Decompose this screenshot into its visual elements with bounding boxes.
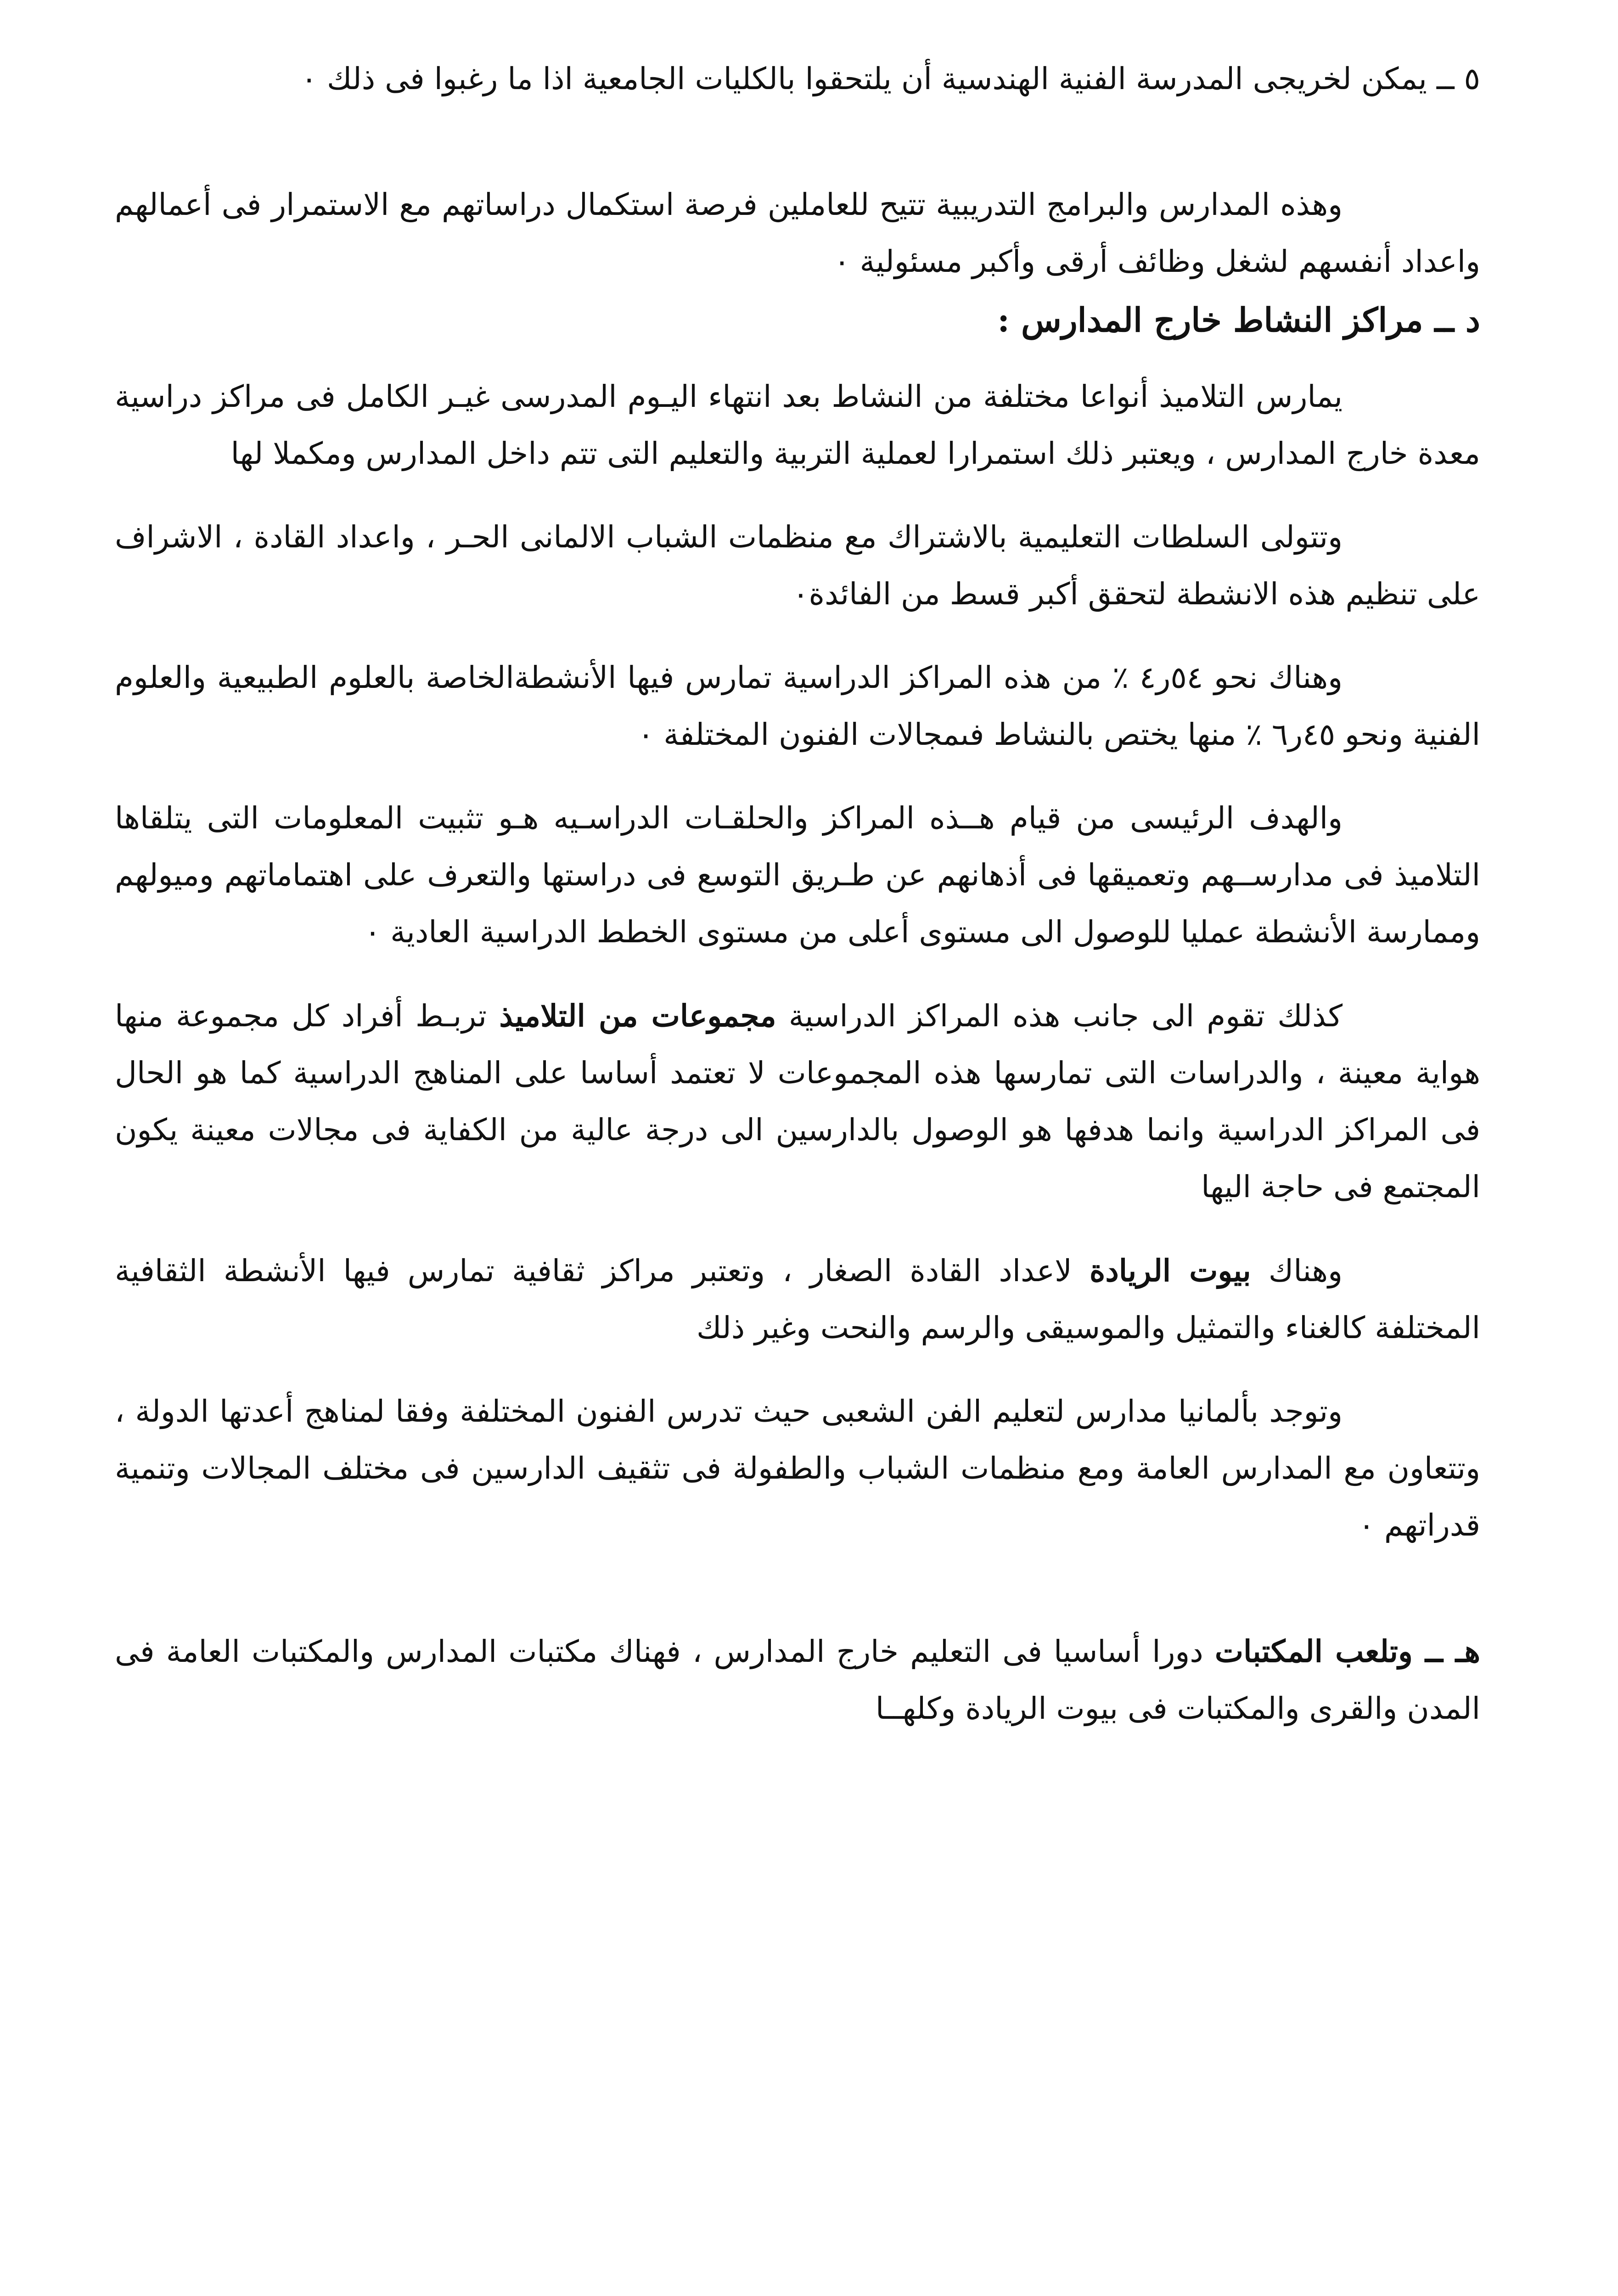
section-d-paragraph-4: والهدف الرئيسى من قيام هــذه المراكز والحلقـات الدراسـيه هـو تثبيت المعلومات التى يتلقاها التلاميذ فى مدارســهم وتعميقها فى أذهانهم عن طـريق التوسع فى دراستها والتعرف على اهتماماتهم وميولهم وممارسة الأنشطة عمليا للوصول الى مستوى أعلى من مستوى الخطط الدراسية العادية ٠ (115, 800, 1480, 950)
section-d-paragraph-7: وتوجد بألمانيا مدارس لتعليم الفن الشعبى حيث تدرس الفنون المختلفة وفقا لمناهج أعدتها الدولة ، وتتعاون مع المدارس العامة ومع منظمات الشباب والطفولة فى تثقيف الدارسين فى مختلف المجالات وتنمية قدراتهم ٠ (115, 1394, 1480, 1543)
list-item-5-text: ٥ ــ يمكن لخريجى المدرسة الفنية الهندسية أن يلتحقوا بالكليات الجامعية اذا ما رغبوا فى ذلك ٠ (301, 61, 1480, 96)
section-d-paragraph-3: وهناك نحو ٥٤ر٤ ٪ من هذه المراكز الدراسية تمارس فيها الأنشطةالخاصة بالعلوم الطبيعية والعلوم الفنية ونحو ٤٥ر٦ ٪ منها يختص بالنشاط فىمجالات الفنون المختلفة ٠ (115, 660, 1480, 752)
paragraph-training-programs: وهذه المدارس والبرامج التدريبية تتيح للعاملين فرصة استكمال دراساتهم مع الاستمرار فى أعمالهم واعداد أنفسهم لشغل وظائف أرقى وأكبر مسئولية ٠ (115, 187, 1480, 279)
section-d-paragraph-6: وهناك بيوت الريادة لاعداد القادة الصغار ، وتعتبر مراكز ثقافية تمارس فيها الأنشطة الثقافية المختلفة كالغناء والتمثيل والموسيقى والرسم والنحت وغير ذلك (115, 1253, 1480, 1345)
section-d-heading: د ــ مراكز النشاط خارج المدارس : (997, 300, 1480, 339)
list-item-5 (115, 51, 1480, 107)
section-d-paragraph-1: يمارس التلاميذ أنواعا مختلفة من النشاط بعد انتهاء اليـوم المدرسى غيـر الكامل فى مراكز دراسية معدة خارج المدارس ، ويعتبر ذلك استمرارا لعملية التربية والتعليم التى تتم داخل المدارس ومكملا لها (115, 379, 1480, 471)
section-d-paragraph-2: وتتولى السلطات التعليمية بالاشتراك مع منظمات الشباب الالمانى الحـر ، واعداد القادة ، الاشراف على تنظيم هذه الانشطة لتحقق أكبر قسط من الفائدة٠ (115, 519, 1480, 612)
student-groups-term: مجموعات من التلاميذ (499, 998, 776, 1034)
pioneer-houses-term: بيوت الريادة (1089, 1253, 1251, 1289)
section-h-paragraph: هـ ــ وتلعب المكتبات دورا أساسيا فى التعليم خارج المدارس ، فهناك مكتبات المدارس والمكتبات العامة فى المدن والقرى والمكتبات فى بيوت الريادة وكلهــا (115, 1633, 1481, 1726)
document-page (115, 51, 1480, 2296)
section-d-paragraph-5: كذلك تقوم الى جانب هذه المراكز الدراسية مجموعات من التلاميذ تربـط أفراد كل مجموعة منها هواية معينة ، والدراسات التى تمارسها هذه المجموعات لا تعتمد أساسا على المناهج الدراسية كما هو الحال فى المراكز الدراسية وانما هدفها هو الوصول بالدارسين الى درجة عالية من الكفاية فى مجالات معينة يكون المجتمع فى حاجة اليها (115, 998, 1480, 1204)
section-h-label: هـ ــ وتلعب المكتبات (1214, 1633, 1481, 1669)
